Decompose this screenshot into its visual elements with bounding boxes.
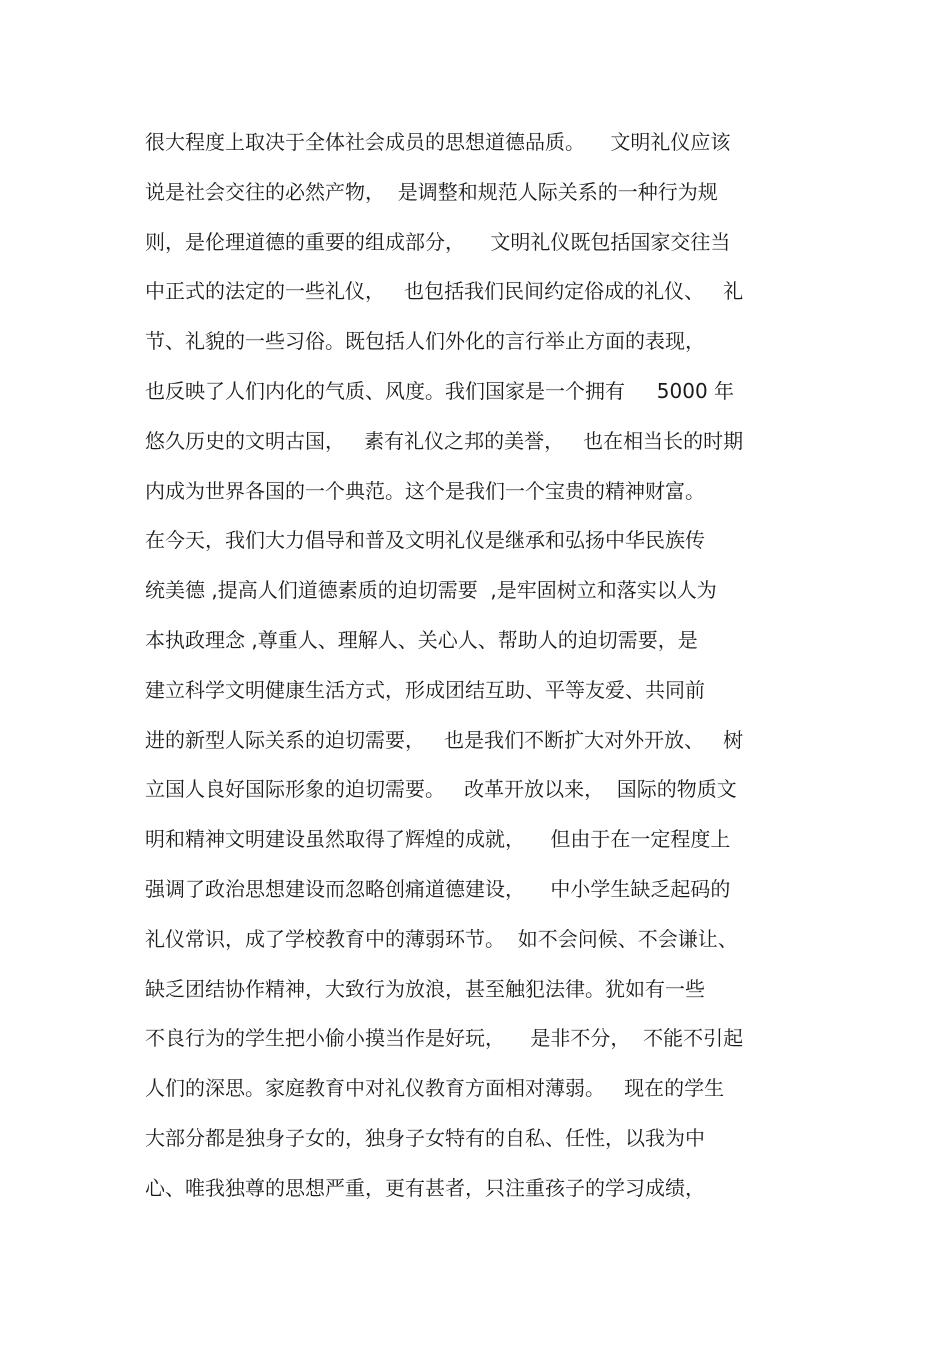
- text-line: 节、礼貌的一些习俗。既包括人们外化的言行举止方面的表现，: [145, 329, 705, 354]
- text-line: 悠久历史的文明古国， 素有礼仪之邦的美誉， 也在相当长的时期: [145, 428, 744, 453]
- text-line: 进的新型人际关系的迫切需要， 也是我们不断扩大对外开放、 树: [145, 727, 744, 752]
- text-line: 内成为世界各国的一个典范。这个是我们一个宝贵的精神财富。: [145, 478, 705, 503]
- text-line: 心、唯我独尊的思想严重，更有甚者，只注重孩子的学习成绩，: [145, 1175, 705, 1200]
- text-line: 则，是伦理道德的重要的组成部分， 文明礼仪既包括国家交往当: [145, 229, 731, 254]
- body-text: [145, 118, 815, 1214]
- text-line: 也反映了人们内化的气质、风度。我们国家是一个拥有 5000 年: [145, 378, 735, 403]
- text-line: 大部分都是独身子女的，独身子女特有的自私、任性，以我为中: [145, 1125, 705, 1150]
- text-line: 缺乏团结协作精神，大致行为放浪，甚至触犯法律。犹如有一些: [145, 976, 705, 1001]
- text-line: 在今天，我们大力倡导和普及文明礼仪是继承和弘扬中华民族传: [145, 528, 705, 553]
- text-line: 不良行为的学生把小偷小摸当作是好玩， 是非不分， 不能不引起: [145, 1026, 744, 1051]
- text-line: 统美德 ,提高人们道德素质的迫切需要 ,是牢固树立和落实以人为: [145, 578, 717, 603]
- text-line: 本执政理念 ,尊重人、理解人、关心人、帮助人的迫切需要，是: [145, 627, 698, 652]
- text-line: 立国人良好国际形象的迫切需要。 改革开放以来， 国际的物质文: [145, 777, 737, 802]
- text-line: 建立科学文明健康生活方式，形成团结互助、平等友爱、共同前: [145, 677, 705, 702]
- text-line: 礼仪常识，成了学校教育中的薄弱环节。 如不会问候、不会谦让、: [145, 926, 738, 951]
- text-line: 很大程度上取决于全体社会成员的思想道德品质。 文明礼仪应该: [145, 130, 731, 154]
- text-line: 明和精神文明建设虽然取得了辉煌的成就， 但由于在一定程度上: [145, 827, 731, 852]
- text-line: 人们的深思。家庭教育中对礼仪教育方面相对薄弱。 现在的学生: [145, 1076, 725, 1101]
- text-line: 强调了政治思想建设而忽略创痛道德建设， 中小学生缺乏起码的: [145, 876, 731, 901]
- text-line: 中正式的法定的一些礼仪， 也包括我们民间约定俗成的礼仪、 礼: [145, 279, 744, 304]
- text-line: 说是社会交往的必然产物， 是调整和规范人际关系的一种行为规: [145, 179, 718, 204]
